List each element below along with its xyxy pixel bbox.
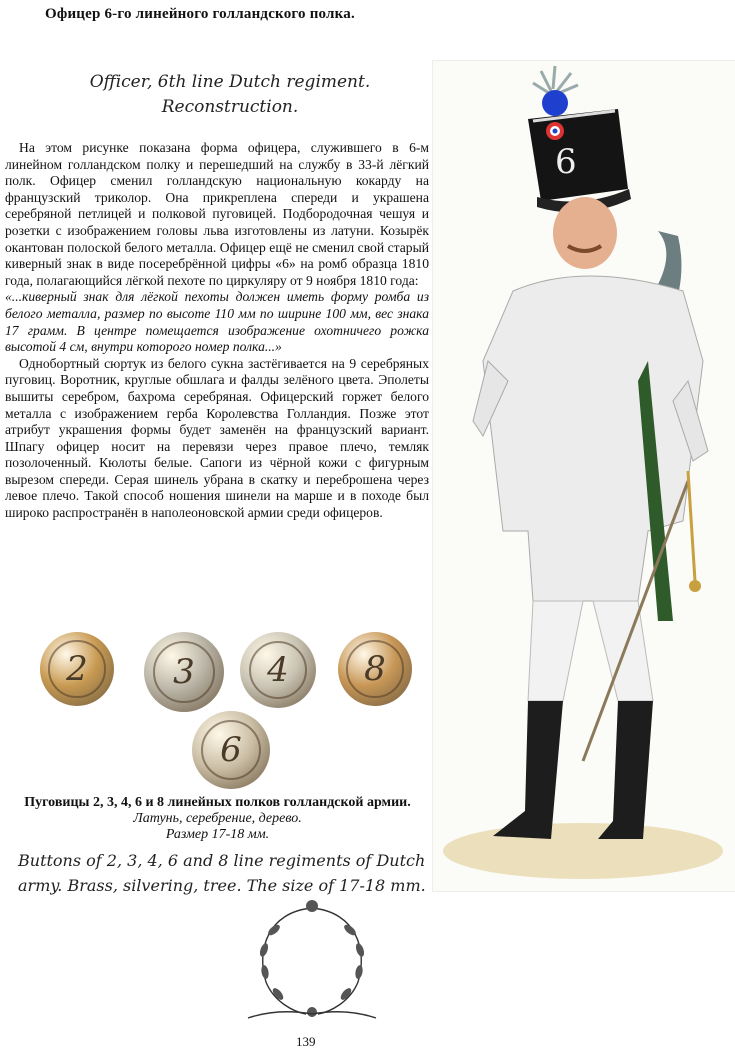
shako-plume	[533, 66, 578, 116]
english-caption-line2: army. Brass, silvering, tree. The size of 17-18 mm.	[18, 876, 426, 895]
button-number: 8	[346, 640, 403, 697]
paragraph-2: Однобортный сюртук из белого сукна застёгивается на 9 серебряных пуговиц. Воротник, круглые обшлага и фалды зелёного цвета. Эполеты вышиты серебром, бахрома серебряная. Офицерский горжет белого металла с изображением герба Королевства Голландия. Позже этот атрибут украшения формы будет заменён на французский вариант. Шпагу офицер носит на перевязи через правое плечо, темляк позолоченный. Кюлоты белые. Сапоги из чёрной кожи с фигурным вырезом спереди. Серая шинель убрана в скатку и переброшена через левое плечо. Такой способ ношения шинели на марше и в походе был широко распространён в наполеоновской армии среди офицеров.	[5, 355, 429, 521]
quote-paragraph: «...киверный знак для лёгкой пехоты должен иметь форму ромба из белого металла, размер по высоте 110 мм по ширине 100 мм, вес знака 17 грамм. В центре помещается изображение охотничего рожка высотой 4 см, внутри которого номер полка...»	[5, 289, 429, 355]
left-boot	[493, 701, 563, 839]
page-number: 139	[296, 1034, 316, 1049]
white-coat	[483, 276, 703, 601]
button-number: 6	[201, 720, 261, 780]
button-number: 4	[249, 641, 308, 700]
russian-caption	[5, 795, 430, 843]
shako-number: 6	[555, 142, 577, 182]
button-number: 3	[153, 641, 215, 703]
english-title-line2: Reconstruction.	[161, 97, 299, 117]
officer-illustration	[432, 60, 735, 892]
regiment-button-2	[40, 632, 114, 706]
regiment-button-3	[144, 632, 224, 712]
page-heading: Офицер 6-го линейного голландского полка.	[45, 6, 355, 22]
article-body	[5, 140, 429, 522]
regiment-button-8	[338, 632, 412, 706]
regiment-button-6	[192, 711, 270, 789]
shako	[528, 109, 631, 212]
right-boot	[598, 701, 653, 839]
paragraph-1: На этом рисунке показана форма офицера, служившего в 6-м линейном голландском полку и перешедший на службу в 33-й лёгкий полк. Офицер сменил голландскую национальную кокарду на французский триколор. Она прикреплена спереди и украшена серебряной петлицей и полковой пуговицей. Подбородочная чешуя и розетки с изображением головы льва изготовлены из латуни. Козырёк окантован полоской белого металла. Офицер ещё не сменил свой старый киверный знак в виде посеребрённой цифры «6» на ромб образца 1810 года, полагающийся лёгкой пехоте по циркуляру от 9 ноября 1810 года:	[5, 140, 429, 288]
english-caption-line1: Buttons of 2, 3, 4, 6 and 8 line regiments of Dutch	[18, 851, 426, 870]
english-title	[60, 70, 400, 120]
regiment-button-4	[240, 632, 316, 708]
caption-size: Размер 17-18 мм.	[165, 827, 270, 842]
caption-bold: Пуговицы 2, 3, 4, 6 и 8 линейных полков голландской армии.	[24, 795, 411, 810]
caption-materials: Латунь, серебрение, дерево.	[133, 811, 302, 826]
laurel-wreath-ornament	[238, 890, 386, 1030]
english-title-line1: Officer, 6th line Dutch regiment.	[89, 72, 371, 92]
face	[553, 197, 617, 269]
officer-figure-svg	[433, 61, 735, 891]
button-number: 2	[48, 640, 105, 697]
